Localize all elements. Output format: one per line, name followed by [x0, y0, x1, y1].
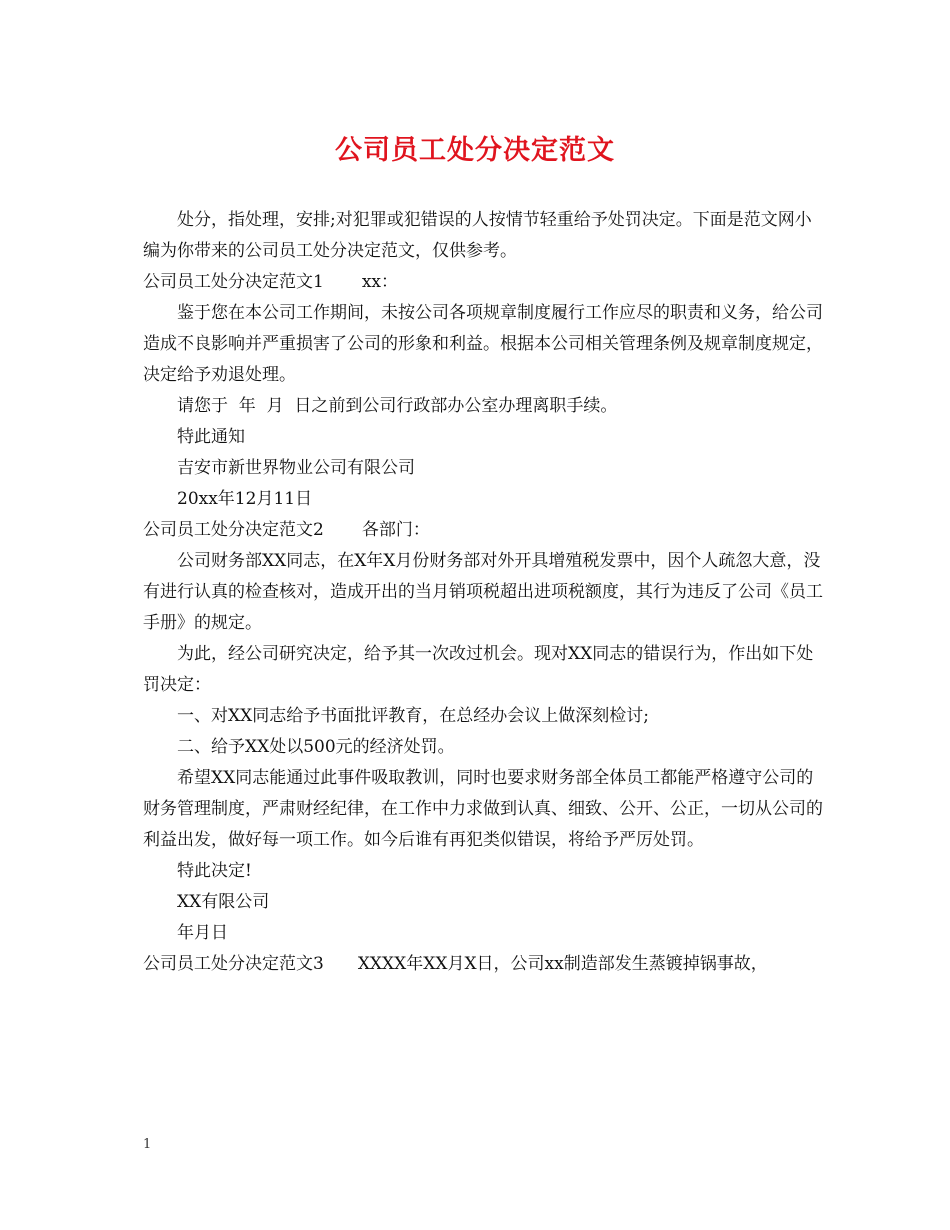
intro-paragraph: 处分，指处理，安排;对犯罪或犯错误的人按情节轻重给予处罚决定。下面是范文网小编为你带来的公司员工处分决定范文，仅供参考。: [143, 210, 812, 261]
section-2-heading: 公司员工处分决定范文2: [143, 520, 324, 540]
section-3-heading-line: [143, 949, 823, 980]
section-1-heading: 公司员工处分决定范文1: [143, 272, 324, 292]
section-2-item-1: 一、对XX同志给予书面批评教育，在总经办会议上做深刻检讨;: [177, 706, 649, 726]
section-1-paragraph-2: 请您于 年 月 日之前到公司行政部办公室办理离职手续。: [177, 396, 618, 416]
section-2-paragraph-3: 希望XX同志能通过此事件吸取教训，同时也要求财务部全体员工都能严格遵守公司的财务管理制度，严肃财经纪律，在工作中力求做到认真、细致、公开、公正，一切从公司的利益出发，做好每一项工作。如今后谁有再犯类似错误，将给予严厉处罚。: [143, 768, 823, 850]
section-1-company: 吉安市新世界物业公司有限公司: [177, 458, 415, 478]
page-number: 1: [143, 1137, 152, 1152]
section-2-heading-line: [143, 515, 823, 546]
section-2-paragraph-2: 为此，经公司研究决定，给予其一次改过机会。现对XX同志的错误行为，作出如下处罚决定：: [143, 644, 814, 695]
section-3-heading: 公司员工处分决定范文3: [143, 954, 324, 974]
document-title: 公司员工处分决定范文: [335, 135, 615, 166]
section-3-text: XXXX年XX月X日，公司xx制造部发生蒸镀掉锅事故，: [357, 954, 768, 974]
section-1-notice: 特此通知: [177, 427, 245, 447]
document-body: [143, 205, 823, 980]
section-2-item-2: 二、给予XX处以500元的经济处罚。: [177, 737, 455, 757]
section-2-company: XX有限公司: [177, 892, 270, 912]
section-2-decision: 特此决定!: [177, 861, 252, 881]
section-1-heading-line: [143, 267, 823, 298]
section-2-date: 年月日: [177, 923, 228, 943]
section-1-salutation: xx：: [361, 272, 399, 292]
section-2-paragraph-1: 公司财务部XX同志，在X年X月份财务部对外开具增殖税发票中，因个人疏忽大意，没有进行认真的检查核对，造成开出的当月销项税超出进项税额度，其行为违反了公司《员工手册》的规定。: [143, 551, 823, 633]
section-1-date: 20xx年12月11日: [177, 489, 313, 509]
section-2-salutation: 各部门：: [361, 520, 430, 540]
section-1-paragraph-1: 鉴于您在本公司工作期间，未按公司各项规章制度履行工作应尽的职责和义务，给公司造成不良影响并严重损害了公司的形象和利益。根据本公司相关管理条例及规章制度规定，决定给予劝退处理。: [143, 303, 823, 385]
